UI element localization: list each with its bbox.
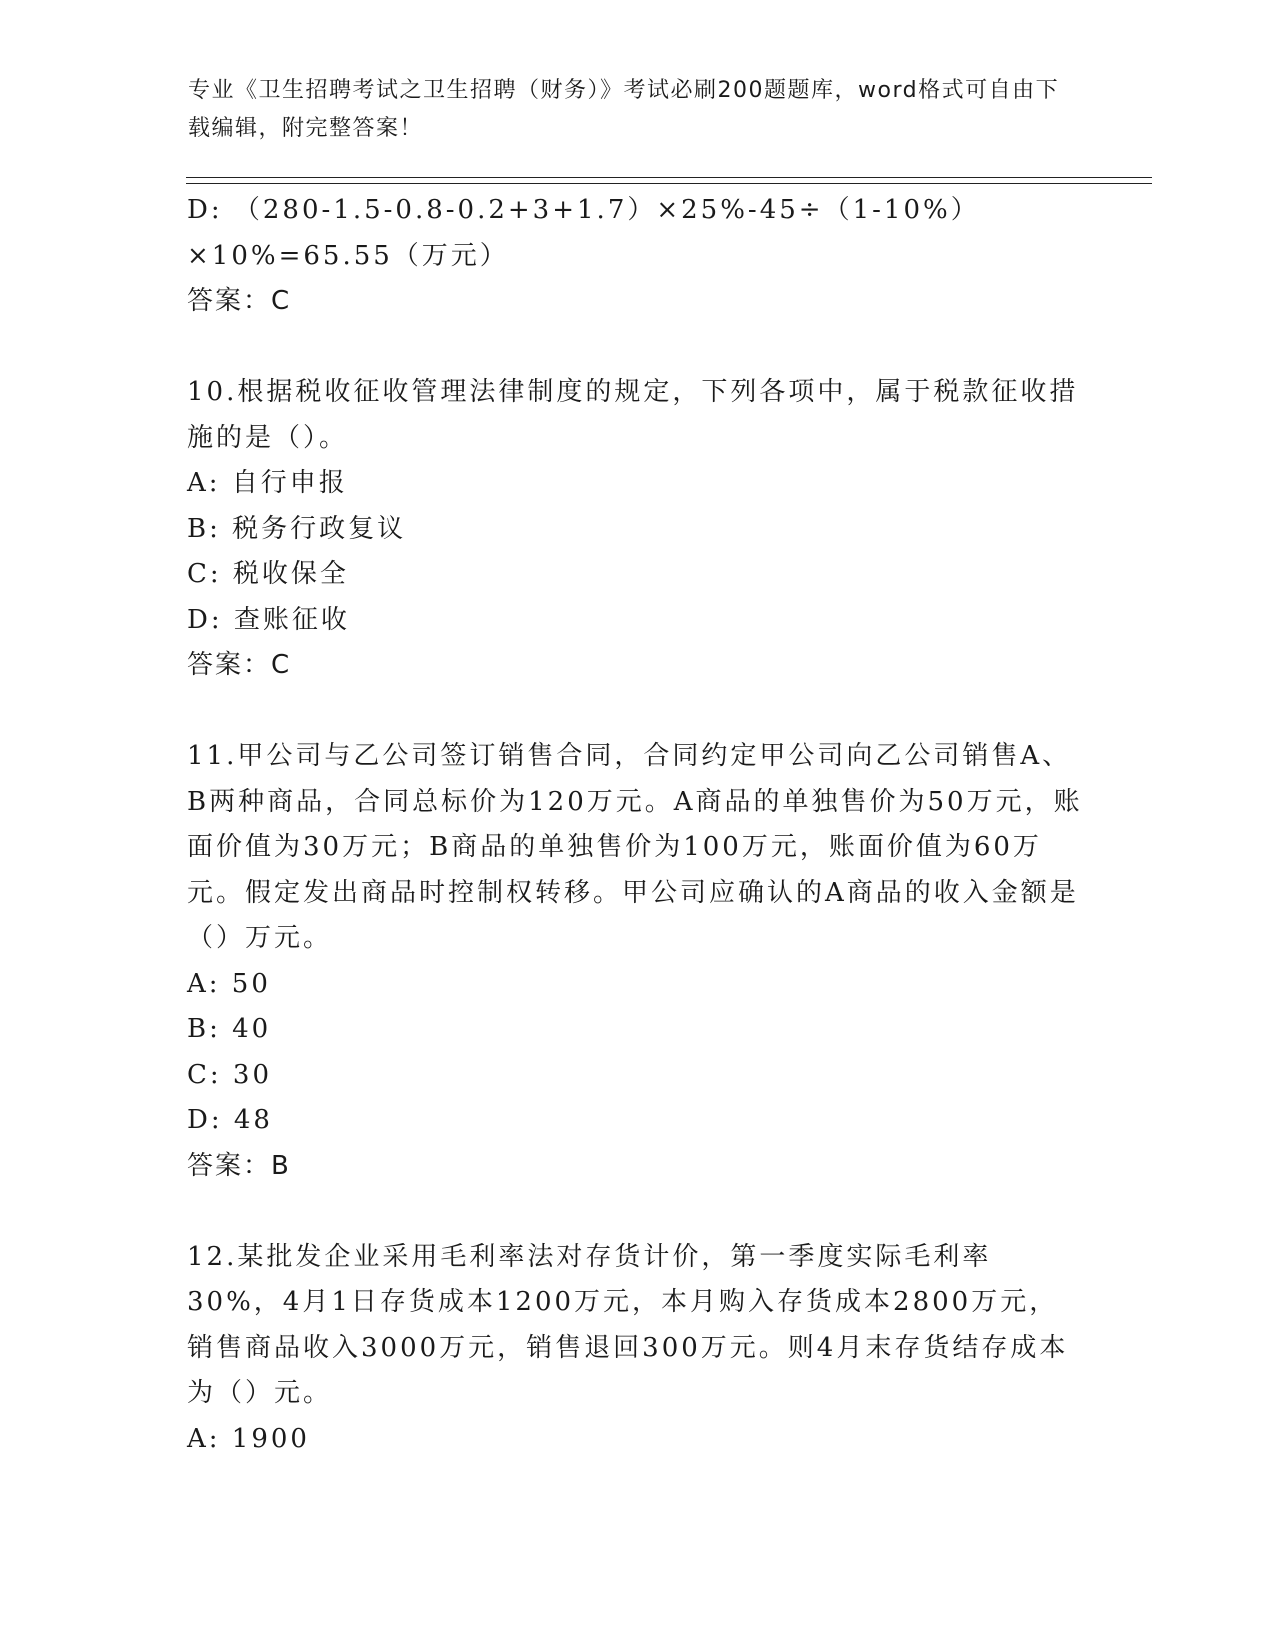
question-stem: 11.甲公司与乙公司签订销售合同，合同约定甲公司向乙公司销售A、B两种商品，合同总标价为120万元。A商品的单独售价为50万元，账面价值为30万元；B商品的单独售价为100万元，账面价值为60万元。假定发出商品时控制权转移。甲公司应确认的A商品的收入金额是（）万元。 <box>187 741 1083 953</box>
option-b: B: 税务行政复议 <box>187 513 407 544</box>
question-answer: 答案：C <box>187 650 292 680</box>
spacer <box>187 1189 1087 1235</box>
document-body <box>187 188 1087 1462</box>
header-divider-bottom <box>186 183 1152 184</box>
question-10 <box>187 370 1087 689</box>
question-answer: 答案：B <box>187 1150 291 1181</box>
header-divider-top <box>186 177 1152 178</box>
prev-answer: 答案：C <box>187 286 292 316</box>
option-c: C: 30 <box>187 1059 273 1090</box>
option-a: A: 自行申报 <box>187 468 348 498</box>
question-11 <box>187 734 1087 1189</box>
option-a: A: 50 <box>187 968 271 999</box>
option-d: D: 查账征收 <box>187 604 350 635</box>
option-a: A: 1900 <box>187 1423 310 1454</box>
option-d: D: 48 <box>187 1105 273 1135</box>
question-12 <box>187 1235 1087 1463</box>
question-stem: 10.根据税收征收管理法律制度的规定，下列各项中，属于税款征收措施的是（）。 <box>187 377 1079 453</box>
prev-option-d: D: （280-1.5-0.8-0.2+3+1.7）×25%-45÷（1-10%）×10%=65.55（万元） <box>187 195 980 271</box>
option-c: C: 税收保全 <box>187 559 349 589</box>
spacer <box>187 325 1087 371</box>
spacer <box>187 689 1087 735</box>
document-header: 专业《卫生招聘考试之卫生招聘（财务）》考试必刷200题题库，word格式可自由下载编辑，附完整答案！ <box>188 78 1060 141</box>
option-b: B: 40 <box>187 1014 272 1044</box>
question-stem: 12.某批发企业采用毛利率法对存货计价，第一季度实际毛利率30%，4月1日存货成本1200万元，本月购入存货成本2800万元，销售商品收入3000万元，销售退回300万元。则4月末存货结存成本为（）元。 <box>187 1241 1069 1408</box>
